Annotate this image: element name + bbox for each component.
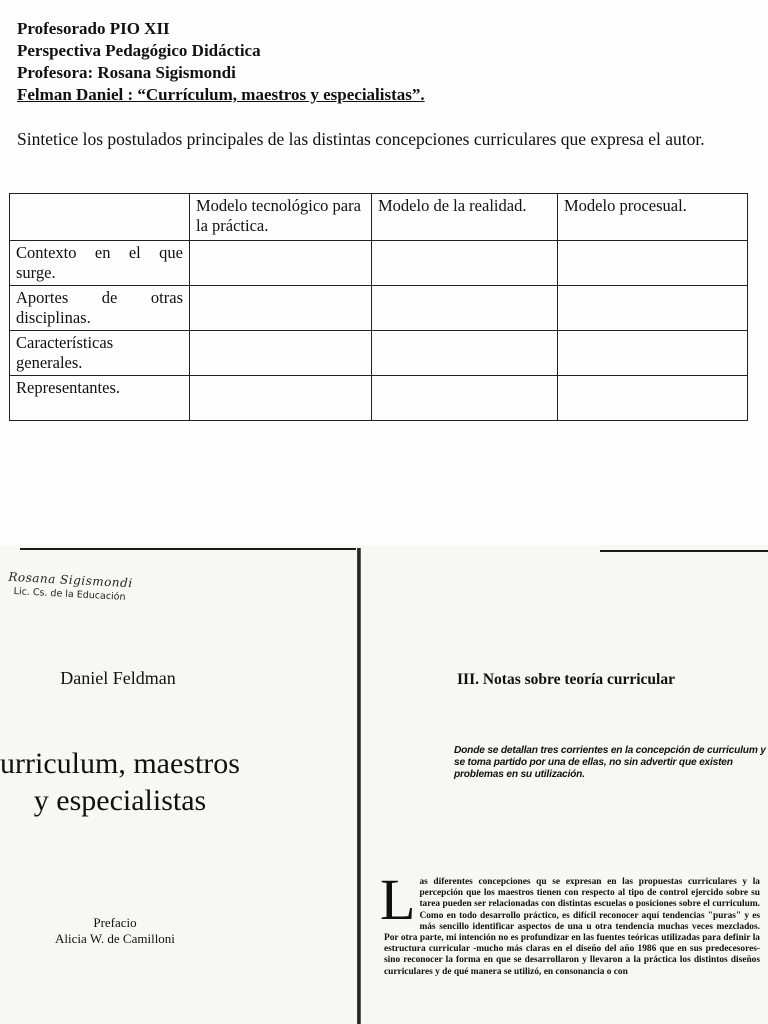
document-header <box>17 18 425 106</box>
table-row <box>10 376 748 421</box>
answer-cell[interactable] <box>558 286 748 331</box>
table-header-row <box>10 194 748 241</box>
preface-credit <box>0 915 230 947</box>
book-title <box>0 745 250 819</box>
answer-cell[interactable] <box>190 241 372 286</box>
answer-cell[interactable] <box>190 286 372 331</box>
owner-stamp <box>7 570 133 603</box>
column-header: Modelo tecnológico para la práctica. <box>190 194 372 241</box>
scanned-book-spread <box>0 545 768 1024</box>
row-header: Características generales. <box>10 331 190 376</box>
row-header: Aportes de otras disciplinas. <box>10 286 190 331</box>
answer-cell[interactable] <box>190 331 372 376</box>
book-title-page <box>0 545 356 1024</box>
column-header: Modelo de la realidad. <box>372 194 558 241</box>
stamp-signature: Rosana Sigismondi <box>8 569 133 591</box>
teacher-line: Profesora: Rosana Sigismondi <box>17 63 236 82</box>
book-title-line: urriculum, maestros <box>0 747 240 780</box>
answer-cell[interactable] <box>372 376 558 421</box>
column-header: Modelo procesual. <box>558 194 748 241</box>
chapter-intro: Donde se detallan tres corrientes en la concepción de curriculum y se toma partido por una de ellas, no sin advertir que existen problemas en su utilización. <box>454 745 766 780</box>
answer-cell[interactable] <box>558 241 748 286</box>
answer-cell[interactable] <box>372 331 558 376</box>
answer-cell[interactable] <box>558 331 748 376</box>
row-header: Contexto en el que surge. <box>10 241 190 286</box>
book-author: Daniel Feldman <box>60 668 176 688</box>
stamp-title: Lic. Cs. de la Educación <box>13 586 126 603</box>
chapter-body <box>380 867 760 978</box>
subject-line: Perspectiva Pedagógico Didáctica <box>17 41 261 60</box>
institution-line: Profesorado PIO XII <box>17 19 170 38</box>
drop-cap: L <box>380 867 416 932</box>
instructions-text: Sintetice los postulados principales de las distintas concepciones curriculares que expresa el autor. <box>17 129 705 149</box>
book-title-line: y especialistas <box>33 784 207 817</box>
chapter-title: III. Notas sobre teoría curricular <box>457 671 675 688</box>
chapter-body-text: as diferentes concepciones qu se expresan en las propuestas curriculares y la percepción que los maestros tienen con respecto al tipo de control ejercido sobre su tarea pueden ser relacionadas con distintas escuelas o posiciones sobre el curriculum. Como en todo desarrollo práctico, es difícil reconocer aquí tendencias "puras" y es más sencillo identificar aspectos de una u otra tendencia muchas veces mezclados. Por otra parte, mi intención no es profundizar en las fuentes teóricas utilizadas para definir la estructura curricular -mucho más claras en el diseño del año 1986 que en sus predecesores- sino reconocer la forma en que se desarrollaron y llevaron a la práctica los distintos diseños curriculares y de qué manera se utilizó, en consonancia o con <box>384 877 760 977</box>
preface-author: Alicia W. de Camilloni <box>55 931 175 946</box>
row-header: Representantes. <box>10 376 190 421</box>
preface-label: Prefacio <box>93 915 137 930</box>
reading-title: Felman Daniel : “Currículum, maestros y especialistas”. <box>17 85 425 104</box>
table-row <box>10 331 748 376</box>
answer-cell[interactable] <box>372 286 558 331</box>
answer-cell[interactable] <box>372 241 558 286</box>
answer-cell[interactable] <box>190 376 372 421</box>
comparison-table <box>9 193 748 421</box>
chapter-page <box>362 545 768 1024</box>
table-row <box>10 286 748 331</box>
table-row <box>10 241 748 286</box>
book-spine <box>357 548 361 1024</box>
answer-cell[interactable] <box>558 376 748 421</box>
table-corner-cell <box>10 194 190 241</box>
